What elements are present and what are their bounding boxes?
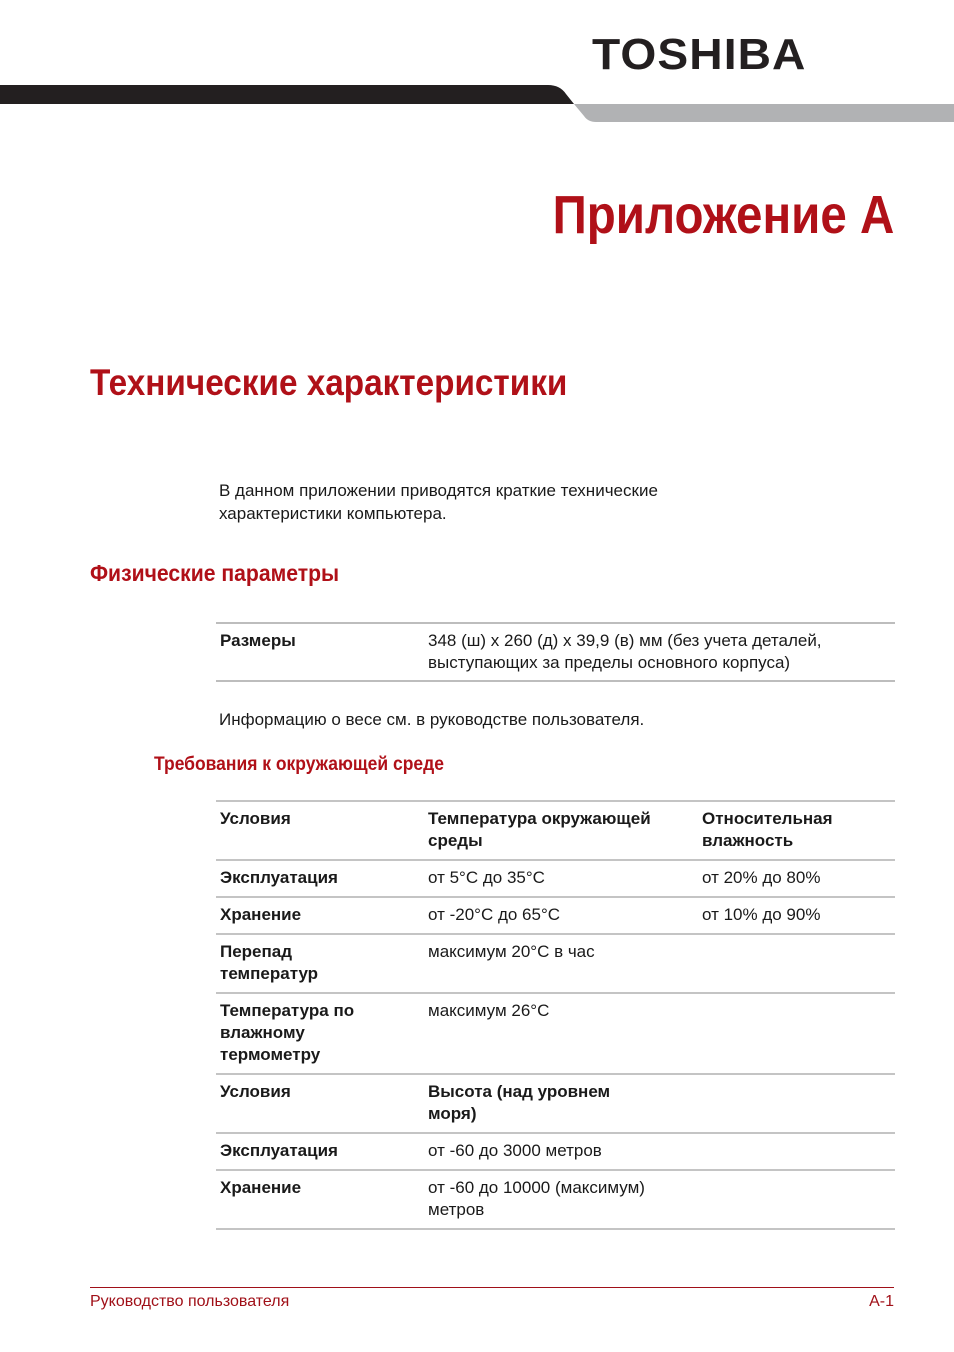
cell: [698, 1074, 895, 1133]
footer-divider: [90, 1287, 894, 1288]
cell: Эксплуатация: [220, 868, 338, 887]
row-label: Размеры: [220, 631, 296, 650]
cell: Температура окружающей среды: [428, 809, 651, 850]
page-number: A-1: [869, 1293, 894, 1310]
intro-paragraph: В данном приложении приводятся краткие технические характеристики компьютера.: [219, 481, 658, 523]
physical-params-heading: Физические параметры: [90, 560, 340, 586]
environment-table: [216, 800, 895, 1230]
cell: Высота (над уровнем моря): [428, 1082, 611, 1123]
table-row: [216, 934, 895, 993]
cell: от -60 до 3000 метров: [428, 1141, 602, 1160]
cell: [698, 993, 895, 1074]
table-row: [216, 1170, 895, 1229]
table-row: [216, 993, 895, 1074]
cell: от 20% до 80%: [702, 868, 821, 887]
cell: Хранение: [220, 905, 302, 924]
cell: максимум 20°C в час: [428, 942, 595, 961]
header-decorative-bar: [0, 80, 954, 125]
cell: от 5°C до 35°C: [428, 868, 545, 887]
cell: [698, 934, 895, 993]
cell: Условия: [220, 809, 291, 828]
table-row: [216, 1133, 895, 1170]
cell: от 10% до 90%: [702, 905, 821, 924]
weight-note: Информацию о весе см. в руководстве пользователя.: [219, 710, 645, 729]
cell: максимум 26°C: [428, 1001, 550, 1020]
cell: от -60 до 10000 (максимум) метров: [428, 1178, 645, 1219]
cell: [698, 1133, 895, 1170]
chapter-title: Приложение A: [552, 185, 894, 245]
environment-heading: Требования к окружающей среде: [154, 754, 444, 775]
cell: [698, 1170, 895, 1229]
table-row: [216, 623, 895, 681]
cell: от -20°C до 65°C: [428, 905, 561, 924]
cell: Хранение: [220, 1178, 302, 1197]
table-header-row: [216, 1074, 895, 1133]
row-value: 348 (ш) x 260 (д) x 39,9 (в) мм (без учета деталей, выступающих за пределы основного корпуса): [428, 631, 822, 672]
footer-manual-title: Руководство пользователя: [90, 1293, 290, 1310]
cell: Условия: [220, 1082, 291, 1101]
toshiba-logo: TOSHIBA: [592, 30, 807, 79]
table-header-row: [216, 801, 895, 860]
cell: Относительная влажность: [702, 809, 833, 850]
cell: Эксплуатация: [220, 1141, 338, 1160]
cell: Температура по влажному термометру: [220, 1001, 355, 1064]
section-title: Технические характеристики: [90, 362, 568, 403]
table-row: [216, 897, 895, 934]
physical-params-table: [216, 622, 895, 682]
table-row: [216, 860, 895, 897]
cell: Перепад температур: [220, 942, 319, 983]
